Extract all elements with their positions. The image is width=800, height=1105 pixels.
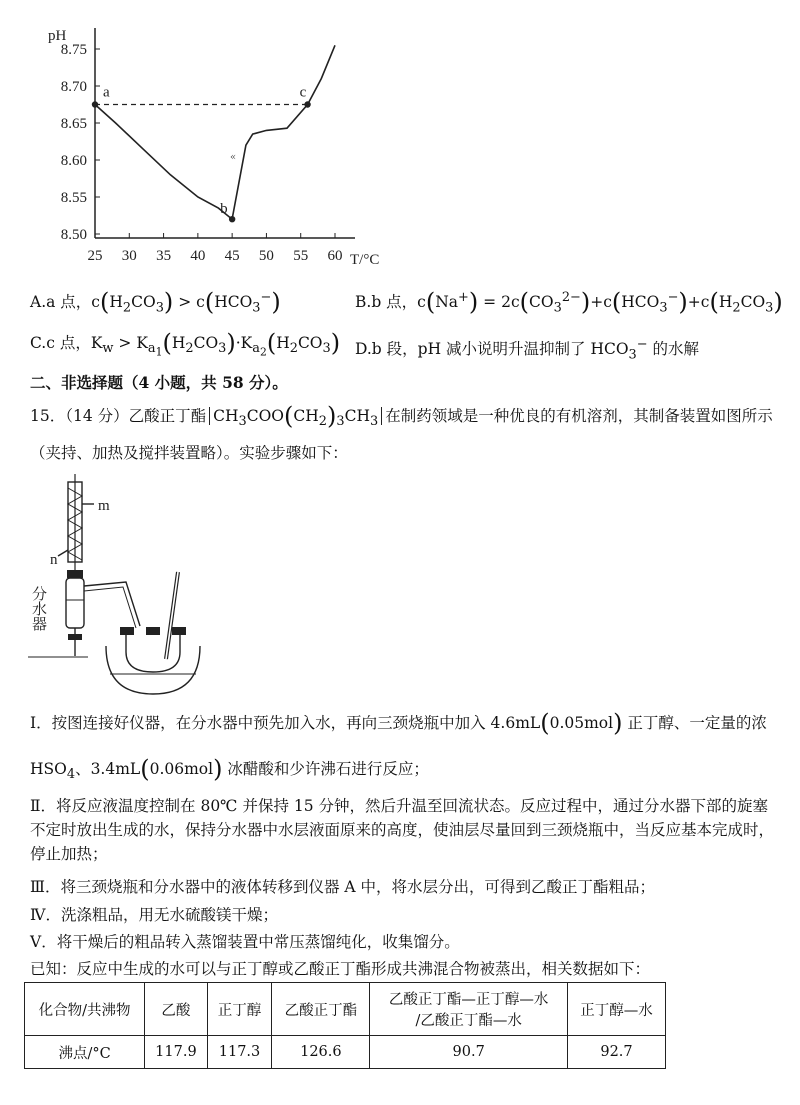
point-label-b: b: [220, 201, 228, 218]
table-row: [25, 1036, 666, 1069]
y-tick-label: 8.75: [60, 42, 87, 58]
table-header: 乙酸: [145, 983, 207, 1036]
table-header-row: [25, 983, 666, 1036]
water-inlet-n: [58, 550, 68, 556]
point-c: [304, 101, 310, 107]
table-cell: 126.6: [272, 1036, 370, 1069]
step-2: Ⅱ．将反应液温度控制在 80℃ 并保持 15 分钟，然后升温至回流状态。反应过程中，通过分水器下部的旋塞不定时放出生成的水，保持分水器中水层液面原来的高度，使油层尽量回到三颈烧瓶中，当反应基本完成时，停止加热；: [30, 797, 775, 863]
apparatus-diagram: [28, 474, 228, 700]
boiling-point-table: [24, 982, 666, 1069]
step-4: Ⅳ．洗涤粗品，用无水硫酸镁干燥；: [30, 906, 278, 924]
three-neck-flask: [126, 634, 180, 672]
table-row-label: 沸点/°C: [25, 1036, 145, 1069]
table-header: 正丁醇—水: [568, 983, 666, 1036]
table-header-azeotrope: 乙酸正丁酯—正丁醇—水 /乙酸正丁酯—水: [370, 983, 568, 1036]
point-b: [229, 216, 235, 222]
option-b: B.b 点，$c(Na^+) = 2c(CO_3^{2-})+c(HCO_3^-)+c(H_2CO_3)$: [355, 288, 783, 317]
x-tick-label: 25: [87, 248, 103, 264]
table-header: 化合物/共沸物: [25, 983, 145, 1036]
y-tick-label: 8.65: [60, 116, 87, 132]
thermometer-core: [166, 572, 178, 659]
stopper-top: [67, 570, 83, 578]
step-3: Ⅲ．将三颈烧瓶和分水器中的液体转移到仪器 A 中，将水层分出，可得到乙酸正丁酯粗品；: [30, 878, 655, 896]
stopcock: [68, 634, 82, 640]
flask-neck-mid: [146, 627, 160, 635]
step-1-line-a: Ⅰ．按图连接好仪器，在分水器中预先加入水，再向三颈烧瓶中加入 4.6mL(0.05mol) 正丁醇、一定量的浓: [30, 709, 767, 737]
y-tick-label: 8.55: [60, 190, 87, 206]
x-axis-label: T/°C: [350, 252, 380, 268]
table-cell: 117.3: [207, 1036, 272, 1069]
table-cell: 92.7: [568, 1036, 666, 1069]
section-title: 二、非选择题（4 小题，共 58 分）。: [30, 373, 288, 392]
q15-line1: 15．（14 分）乙酸正丁酯 $CH_3COO(CH_2)_3CH_3$ 在制药领域是一种优良的有机溶剂，其制备装置如图所示: [30, 402, 773, 430]
x-tick-label: 45: [224, 248, 240, 264]
ph-curve: [95, 45, 335, 219]
flask-neck-right: [172, 627, 186, 635]
x-tick-label: 50: [258, 248, 274, 264]
ph-temperature-chart: [20, 18, 400, 273]
x-tick-label: 30: [121, 248, 137, 264]
option-d: D.b 段，pH 减小说明升温抑制了 $HCO_3^-$ 的水解: [355, 337, 700, 363]
step-5: Ⅴ．将干燥后的粗品转入蒸馏装置中常压蒸馏纯化，收集馏分。: [30, 933, 460, 951]
q15-line2: （夹持、加热及搅拌装置略）。实验步骤如下：: [30, 444, 348, 462]
water-bath: [106, 646, 200, 694]
option-a: A.a 点，$c(H_2CO_3) > c(HCO_3^-)$: [30, 288, 281, 317]
x-tick-label: 40: [190, 248, 206, 264]
table-header: 乙酸正丁酯: [272, 983, 370, 1036]
label-n: n: [50, 552, 58, 568]
option-c: C.c 点，$K_w > K_{a_1}(H_2CO_3)\cdot K_{a_2}(H_2CO_3)$: [30, 329, 341, 359]
x-tick-label: 60: [327, 248, 343, 264]
side-arm-inner: [84, 587, 136, 628]
y-tick-label: 8.50: [60, 227, 87, 243]
y-tick-label: 8.70: [60, 79, 87, 95]
water-separator: [66, 578, 84, 628]
y-tick-label: 8.60: [60, 153, 87, 169]
point-label-c: c: [299, 84, 307, 101]
point-label-a: a: [103, 84, 110, 101]
x-tick-label: 55: [293, 248, 309, 264]
point-a: [92, 101, 98, 107]
step-1-line-b: $HSO_4$、3.4mL(0.06mol) 冰醋酸和少许沸石进行反应；: [30, 755, 429, 783]
flask-neck-left: [120, 627, 134, 635]
table-cell: 90.7: [370, 1036, 568, 1069]
table-header: 正丁醇: [207, 983, 272, 1036]
x-tick-label: 35: [156, 248, 172, 264]
y-axis-label: pH: [48, 28, 67, 44]
separator-label: 分水器: [30, 586, 46, 631]
known-note: 已知：反应中生成的水可以与正丁醇或乙酸正丁酯形成共沸混合物被蒸出，相关数据如下：: [30, 960, 651, 978]
table-cell: 117.9: [145, 1036, 207, 1069]
curve-mark: «: [230, 152, 237, 163]
label-m: m: [98, 498, 110, 514]
